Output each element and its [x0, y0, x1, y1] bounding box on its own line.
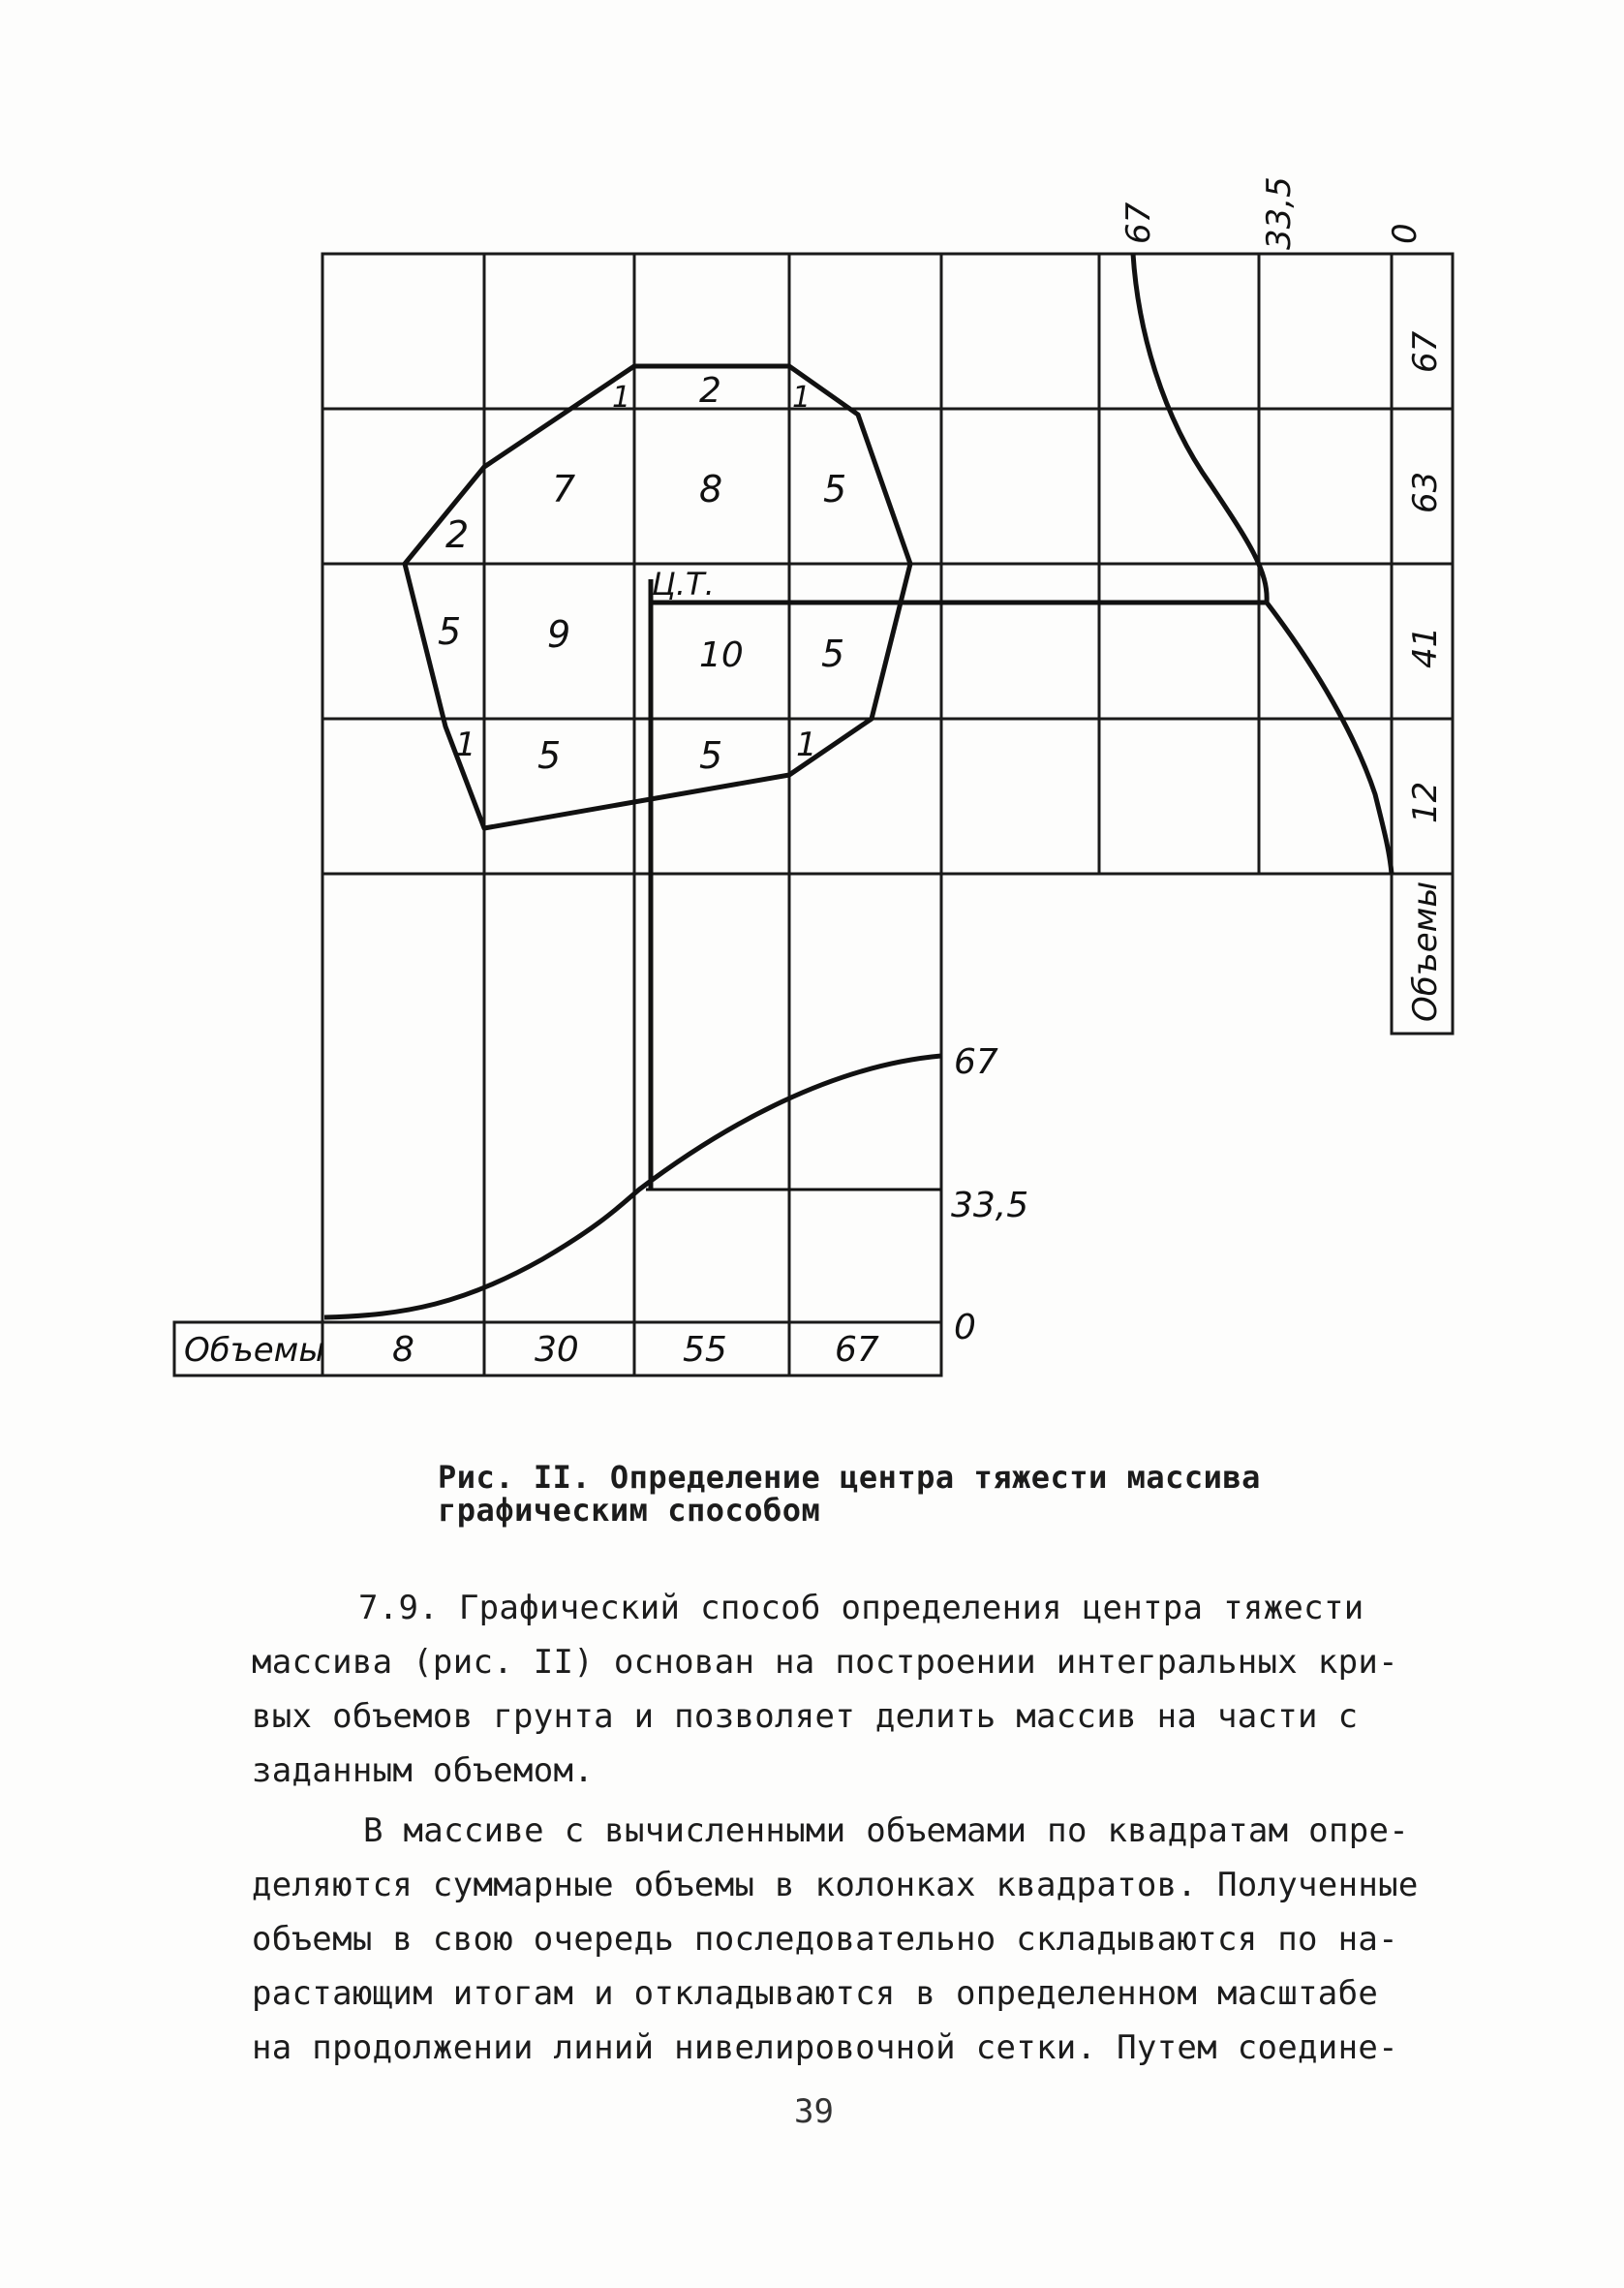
cell-volume: 1 — [792, 381, 812, 415]
right-volume-value: 41 — [1406, 626, 1445, 668]
text-line: В массиве с вычисленными объемами по квадратам опре- — [363, 1811, 1410, 1850]
right-volume-value: 63 — [1406, 471, 1445, 513]
figure-caption — [438, 1461, 1309, 1527]
cell-volume: 5 — [699, 734, 723, 777]
cell-volume: 1 — [796, 726, 817, 764]
bottom-scale-zero: 0 — [954, 1308, 976, 1347]
text-line: заданным объемом. — [252, 1751, 595, 1790]
right-volume-value: 67 — [1406, 330, 1445, 373]
cell-volume: 9 — [547, 613, 571, 656]
text-line: на продолжении линий нивелировочной сетки. Путем соедине- — [252, 2028, 1398, 2067]
cell-volume: 2 — [445, 513, 470, 556]
cell-volume: 5 — [823, 468, 847, 510]
cell-volume: 1 — [455, 726, 476, 764]
text-line: растающим итогам и откладываются в определенном масштабе — [252, 1974, 1379, 2013]
cell-volume: 2 — [699, 371, 721, 411]
paragraph-7-9 — [252, 1581, 1414, 1798]
bottom-axis-label: Объемы — [184, 1331, 325, 1370]
caption-line: графическим способом — [438, 1492, 821, 1529]
cell-volume: 1 — [612, 381, 631, 415]
caption-line: Рис. II. Определение центра тяжести массива — [438, 1459, 1261, 1496]
right-scale-max: 67 — [1119, 201, 1158, 244]
bottom-volume-value: 67 — [835, 1330, 879, 1370]
right-scale-mid: 33,5 — [1260, 176, 1299, 250]
cell-volume: 8 — [699, 468, 723, 510]
cell-volume: 7 — [552, 468, 576, 510]
bottom-scale-max: 67 — [954, 1042, 998, 1082]
cell-volume: 5 — [821, 633, 845, 675]
bottom-volume-value: 55 — [683, 1330, 727, 1370]
leveling-grid — [322, 254, 1453, 1376]
text-line: массива (рис. II) основан на построении интегральных кри- — [252, 1643, 1398, 1682]
bottom-volume-value: 30 — [535, 1330, 579, 1370]
text-line: вых объемов грунта и позволяет делить массив на части с — [252, 1697, 1359, 1736]
center-of-gravity-label: Ц.Т. — [652, 566, 715, 603]
right-volume-value: 12 — [1406, 781, 1445, 823]
text-line: деляются суммарные объемы в колонках квадратов. Полученные — [252, 1866, 1419, 1904]
cell-volume: 5 — [438, 610, 462, 653]
right-scale-zero: 0 — [1386, 223, 1425, 244]
right-axis-label: Объемы — [1406, 881, 1445, 1022]
text-line: 7.9. Графический способ определения центра тяжести — [358, 1589, 1364, 1627]
text-line: объемы в свою очередь последовательно складываются по на- — [252, 1920, 1398, 1959]
bottom-volume-value: 8 — [392, 1330, 414, 1370]
bottom-scale-mid: 33,5 — [951, 1186, 1029, 1225]
page-number: 39 — [794, 2092, 834, 2131]
cell-volume: 10 — [699, 635, 744, 675]
paragraph-body — [252, 1804, 1419, 2075]
cell-volume: 5 — [537, 734, 562, 777]
